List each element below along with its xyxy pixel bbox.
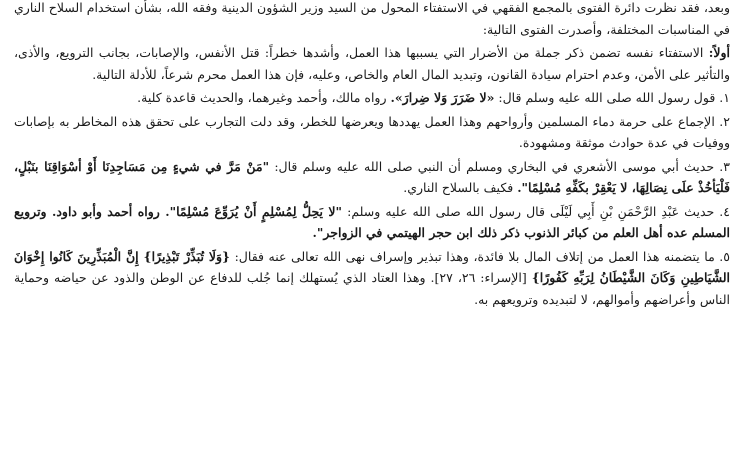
- evidence-item-2: [14, 111, 730, 154]
- evidence-item-number: ٢.: [719, 113, 730, 129]
- first-point-text: الاستفتاء نفسه تضمن ذكر جملة من الأضرار التي يسببها هذا العمل، وأشدها خطراً: قتل الأنفس، والإصابات، بجانب الترويع، والأذى، والتأثير على الأمن، وعدم احترام سيادة القانون، وتبديد المال العام والخاص، وعليه، فإن هذا العمل محرم شرعاً، للأدلة التالية.: [14, 45, 730, 82]
- evidence-item-text: قول رسول الله صلى الله عليه وسلم قال:: [498, 90, 716, 105]
- evidence-item-number: ٣.: [719, 158, 730, 174]
- evidence-item-text: حديث عَبْدِ الرَّحْمَنِ بْنِ أَبِي لَيْلَى قال رسول الله صلى الله عليه وسلم:: [347, 203, 715, 219]
- evidence-item-number: ١.: [719, 90, 730, 105]
- evidence-item-3: [14, 156, 730, 199]
- evidence-item-after: فكيف بالسلاح الناري.: [403, 180, 514, 195]
- evidence-item-quote: {وَلَا تُبَذِّرْ تَبْذِيرًا} إِنَّ الْمُبَذِّرِينَ كَانُوا إِخْوَانَ الشَّيَاطِينِ وَكَانَ الشَّيْطَانُ لِرَبِّهِ كَفُورًا}: [14, 248, 731, 285]
- evidence-item-after: [الإسراء: ٢٦، ٢٧]. وهذا العتاد الذي يُستهلك إنما جُلب للدفاع عن الوطن والذود عن حياضه وحماية الناس وأعراضهم وأموالهم، لا لتبديده وترويعهم به.: [14, 270, 730, 307]
- evidence-item-after: رواه مالك، وأحمد وغيرهما، والحديث قاعدة كلية.: [137, 90, 387, 105]
- evidence-item-text: حديث أبي موسى الأشعري في البخاري ومسلم أن النبي صلى الله عليه وسلم قال:: [274, 158, 715, 174]
- evidence-item-quote: «لا ضَرَرَ وَلا ضِرارَ».: [390, 90, 495, 105]
- evidence-item-1: [14, 87, 730, 109]
- first-point-label: أولاً:: [708, 45, 730, 60]
- evidence-item-number: ٥.: [719, 248, 730, 264]
- evidence-item-text: ما يتضمنه هذا العمل من إتلاف المال بلا فائدة، وهذا تبذير وإسراف نهى الله تعالى عنه فقال:: [234, 248, 715, 264]
- fatwa-document: [14, 0, 730, 470]
- intro-paragraph: [14, 0, 730, 40]
- evidence-item-text: الإجماع على حرمة دماء المسلمين وأرواحهم وهذا العمل يهددها ويعرضها للخطر، وقد دلت التجارب على تحقق هذه المخاطر به بإصابات ووفيات في عدة حوادث موثقة ومشهودة.: [14, 113, 730, 150]
- evidence-item-quote: "لا يَحِلُّ لِمُسْلِمٍ أَنْ يُرَوِّعَ مُسْلِمًا". رواه أحمد وأبو داود. وترويع المسلم عده أهل العلم من كبائر الذنوب ذكر ذلك ابن حجر الهيتمي في الزواجر".: [14, 203, 730, 240]
- evidence-item-4: [14, 201, 730, 244]
- evidence-item-quote: "مَنْ مَرَّ في شيءٍ مِن مَسَاجِدِنَا أَوْ أسْوَاقِنَا بنَبْلٍ، فَلْيَأخُذْ علَى نِصَالِهَا، لا يَعْقِرْ بكَفِّهِ مُسْلِمًا".: [14, 158, 730, 195]
- first-point-paragraph: [14, 42, 730, 85]
- evidence-item-number: ٤.: [719, 203, 730, 219]
- evidence-item-5: [14, 246, 730, 311]
- intro-text: وبعد، فقد نظرت دائرة الفتوى بالمجمع الفقهي في الاستفتاء المحول من السيد وزير الشؤون الدينية وفقه الله، بشأن استخدام السلاح الناري في المناسبات المختلفة، وأصدرت الفتوى التالية:: [14, 0, 730, 37]
